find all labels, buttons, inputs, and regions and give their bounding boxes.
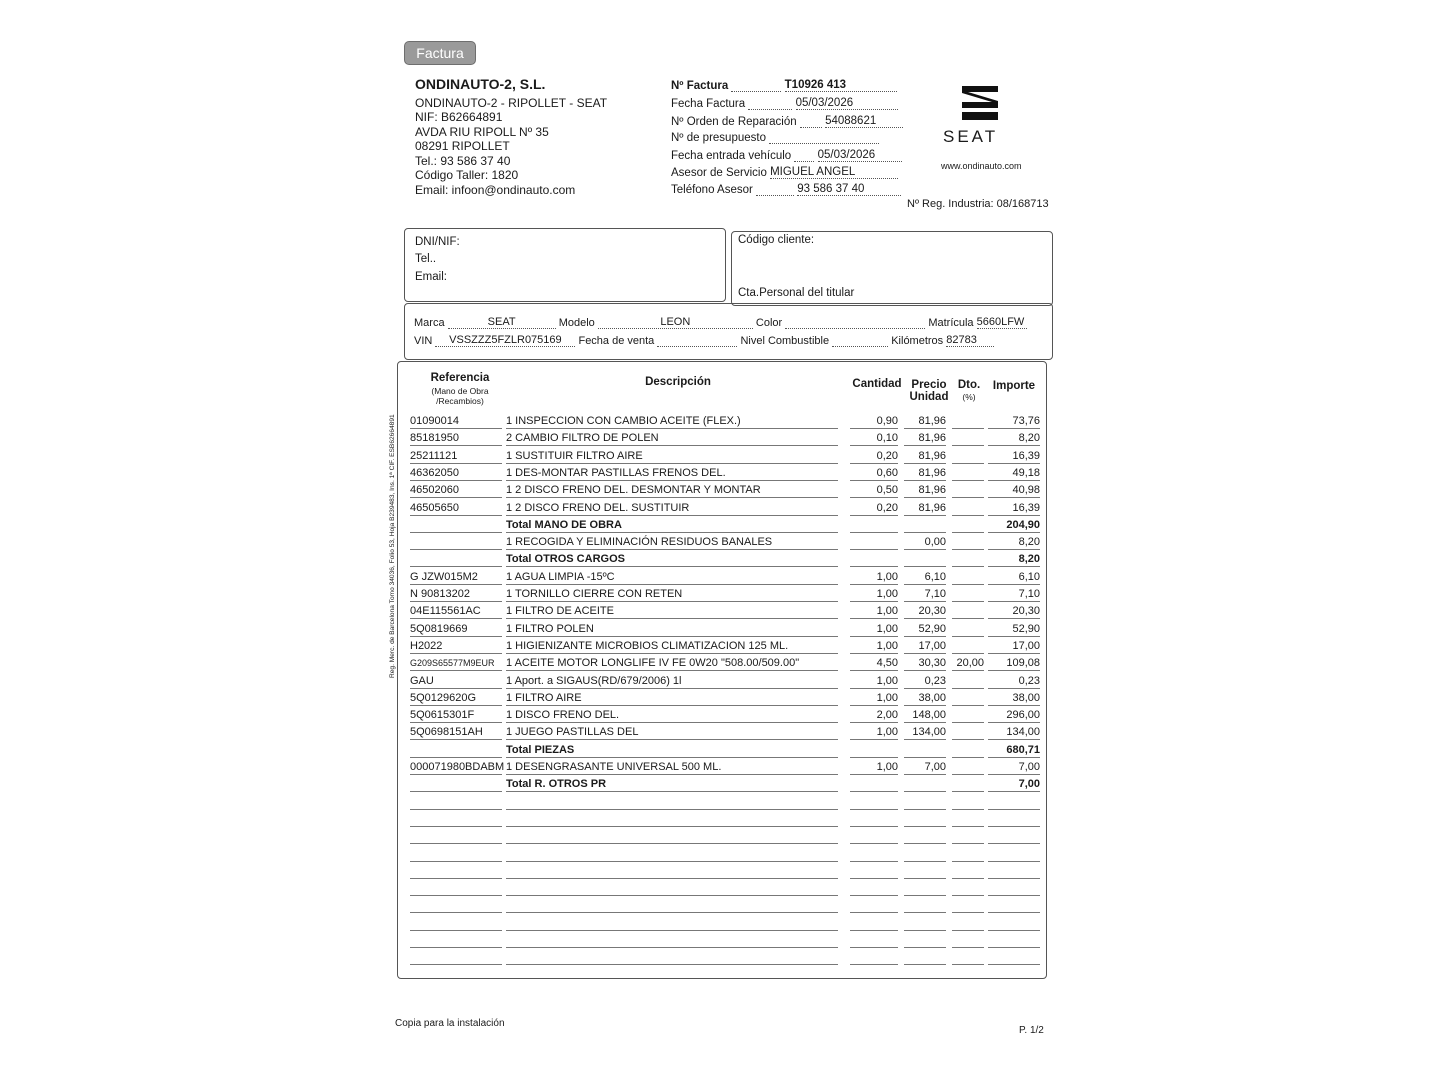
items-table	[397, 361, 1047, 979]
cell-dto: 20,00	[952, 656, 984, 671]
cell-qty	[850, 847, 898, 862]
cell-amount: 20,30	[988, 604, 1040, 619]
cell-qty	[850, 743, 898, 758]
cell-qty	[850, 829, 898, 844]
cell-desc: Total MANO DE OBRA	[506, 518, 838, 533]
cell-dto	[952, 518, 984, 533]
cell-desc: 1 DESENGRASANTE UNIVERSAL 500 ML.	[506, 760, 838, 775]
cell-qty	[850, 950, 898, 965]
cell-price	[904, 864, 946, 879]
cell-dto	[952, 898, 984, 913]
cell-ref	[410, 743, 502, 758]
cell-ref	[410, 898, 502, 913]
cell-amount: 6,10	[988, 570, 1040, 585]
cell-qty	[850, 777, 898, 792]
invoice-date-row	[671, 97, 898, 110]
cell-desc	[506, 795, 838, 810]
cell-price: 134,00	[904, 725, 946, 740]
cell-dto	[952, 812, 984, 827]
cell-desc: 1 FILTRO AIRE	[506, 691, 838, 706]
budget-row	[671, 132, 879, 144]
entry-date-label: Fecha entrada vehículo	[671, 150, 792, 162]
invoice-number-row	[671, 79, 897, 92]
make-value: SEAT	[448, 316, 556, 329]
cell-price	[904, 950, 946, 965]
cell-amount: 40,98	[988, 483, 1040, 498]
cell-dto	[952, 795, 984, 810]
cell-price	[904, 777, 946, 792]
cell-ref: 5Q0698151AH	[410, 725, 502, 740]
cell-price: 6,10	[904, 570, 946, 585]
cell-dto	[952, 777, 984, 792]
cell-qty	[850, 535, 898, 550]
cell-ref: 01090014	[410, 414, 502, 429]
cell-desc	[506, 933, 838, 948]
cell-amount: 16,39	[988, 501, 1040, 516]
cell-qty: 1,00	[850, 622, 898, 637]
cell-price: 20,30	[904, 604, 946, 619]
cell-price	[904, 812, 946, 827]
cell-ref: 46502060	[410, 483, 502, 498]
cell-amount: 17,00	[988, 639, 1040, 654]
cell-desc: 1 DISCO FRENO DEL.	[506, 708, 838, 723]
cell-desc: 1 2 DISCO FRENO DEL. DESMONTAR Y MONTAR	[506, 483, 838, 498]
website: www.ondinauto.com	[941, 161, 1022, 171]
col-header-unit-price: Precio Unidad	[909, 379, 949, 403]
cell-qty: 0,60	[850, 466, 898, 481]
model-label: Modelo	[558, 317, 595, 329]
cell-qty	[850, 518, 898, 533]
cell-desc: Total PIEZAS	[506, 743, 838, 758]
registry-note-text: Reg. Merc. de Barcelona Tomo 34036, Folio 53, Hoja B239483, Ins. 1ª CIF. ESB62664891	[389, 414, 396, 678]
cell-amount: 73,76	[988, 414, 1040, 429]
cell-ref: G JZW015M2	[410, 570, 502, 585]
cell-desc: 2 CAMBIO FILTRO DE POLEN	[506, 431, 838, 446]
advisor-phone-label: Teléfono Asesor	[671, 184, 753, 196]
cell-ref: N 90813202	[410, 587, 502, 602]
cell-amount: 52,90	[988, 622, 1040, 637]
cell-amount	[988, 795, 1040, 810]
km-value: 82783	[946, 334, 994, 347]
cell-price: 7,10	[904, 587, 946, 602]
cell-amount: 109,08	[988, 656, 1040, 671]
cell-desc: Total R. OTROS PR	[506, 777, 838, 792]
cell-qty: 1,00	[850, 570, 898, 585]
cell-price	[904, 847, 946, 862]
cell-dto	[952, 725, 984, 740]
cell-dto	[952, 760, 984, 775]
cell-desc: 1 Aport. a SIGAUS(RD/679/2006) 1l	[506, 674, 838, 689]
cell-dto	[952, 604, 984, 619]
cell-qty	[850, 812, 898, 827]
cell-qty: 0,10	[850, 431, 898, 446]
cell-desc	[506, 881, 838, 896]
cell-ref	[410, 864, 502, 879]
make-label: Marca	[414, 317, 445, 329]
copy-note: Copia para la instalación	[395, 1018, 505, 1029]
cell-qty: 0,20	[850, 449, 898, 464]
brand-wordmark: SEAT	[943, 127, 999, 146]
sale-date-value	[657, 346, 737, 347]
cell-ref: H2022	[410, 639, 502, 654]
cell-qty: 1,00	[850, 674, 898, 689]
invoice-number-value: T10926 413	[785, 79, 897, 92]
cell-dto	[952, 881, 984, 896]
cell-price	[904, 829, 946, 844]
cell-desc: 1 TORNILLO CIERRE CON RETEN	[506, 587, 838, 602]
cell-dto	[952, 708, 984, 723]
service-advisor-value: MIGUEL ANGEL	[770, 166, 898, 179]
cell-dto	[952, 570, 984, 585]
invoice-date-label: Fecha Factura	[671, 98, 746, 110]
cell-amount	[988, 898, 1040, 913]
cell-desc: 1 FILTRO DE ACEITE	[506, 604, 838, 619]
cell-amount: 16,39	[988, 449, 1040, 464]
col-header-amount: Importe	[992, 380, 1036, 392]
repair-order-label: Nº Orden de Reparación	[671, 116, 797, 128]
cell-qty	[850, 933, 898, 948]
company-line: ONDINAUTO-2 - RIPOLLET - SEAT	[415, 96, 608, 110]
cell-dto	[952, 639, 984, 654]
company-email: Email: infoon@ondinauto.com	[415, 183, 576, 197]
plate-label: Matrícula	[928, 317, 974, 329]
cell-price	[904, 552, 946, 567]
cell-dto	[952, 674, 984, 689]
col-header-discount-unit: (%)	[962, 392, 976, 402]
cell-ref: 5Q0819669	[410, 622, 502, 637]
cell-price: 81,96	[904, 449, 946, 464]
cell-ref	[410, 777, 502, 792]
service-advisor-row	[671, 166, 898, 179]
cell-desc	[506, 847, 838, 862]
cell-amount	[988, 916, 1040, 931]
cell-qty	[850, 898, 898, 913]
company-name: ONDINAUTO-2, S.L.	[415, 76, 546, 92]
cell-amount: 7,00	[988, 777, 1040, 792]
cell-ref	[410, 881, 502, 896]
cell-qty	[850, 795, 898, 810]
cell-price: 7,00	[904, 760, 946, 775]
cell-qty: 0,90	[850, 414, 898, 429]
cell-qty: 2,00	[850, 708, 898, 723]
km-label: Kilómetros	[891, 335, 944, 347]
cell-amount	[988, 829, 1040, 844]
cell-desc	[506, 812, 838, 827]
cell-dto	[952, 916, 984, 931]
service-advisor-label: Asesor de Servicio	[671, 167, 767, 179]
cell-qty: 1,00	[850, 760, 898, 775]
cell-ref	[410, 535, 502, 550]
cell-dto	[952, 864, 984, 879]
cell-amount: 7,10	[988, 587, 1040, 602]
registry-note	[385, 380, 397, 680]
plate-value: 5660LFW	[977, 316, 1027, 329]
cell-dto	[952, 501, 984, 516]
cell-ref: G209S65577M9EUR	[410, 656, 502, 671]
seat-logo-icon	[944, 84, 1016, 129]
personal-account-label: Cta.Personal del titular	[738, 287, 855, 299]
industry-registration: Nº Reg. Industria: 08/168713	[907, 198, 1049, 210]
cell-dto	[952, 847, 984, 862]
cell-qty: 0,20	[850, 501, 898, 516]
cell-qty	[850, 552, 898, 567]
cell-qty: 1,00	[850, 691, 898, 706]
sale-date-label: Fecha de venta	[578, 335, 655, 347]
cell-ref: 25211121	[410, 449, 502, 464]
cell-qty	[850, 881, 898, 896]
cell-amount: 7,00	[988, 760, 1040, 775]
cell-price: 81,96	[904, 501, 946, 516]
cell-amount: 134,00	[988, 725, 1040, 740]
company-phone: Tel.: 93 586 37 40	[415, 154, 511, 168]
cell-ref	[410, 847, 502, 862]
company-city: 08291 RIPOLLET	[415, 139, 510, 153]
cell-amount: 8,20	[988, 431, 1040, 446]
col-header-description: Descripción	[645, 376, 711, 388]
cell-desc: 1 HIGIENIZANTE MICROBIOS CLIMATIZACION 125 ML.	[506, 639, 838, 654]
vin-label: VIN	[414, 335, 433, 347]
cell-desc	[506, 950, 838, 965]
client-info-box	[404, 228, 726, 302]
cell-ref: 5Q0129620G	[410, 691, 502, 706]
cell-ref	[410, 795, 502, 810]
cell-dto	[952, 829, 984, 844]
dni-label: DNI/NIF:	[415, 236, 460, 248]
cell-dto	[952, 552, 984, 567]
cell-price: 81,96	[904, 483, 946, 498]
cell-dto	[952, 691, 984, 706]
cell-amount: 49,18	[988, 466, 1040, 481]
cell-ref: 000071980BDABM	[410, 761, 505, 773]
cell-dto	[952, 587, 984, 602]
cell-amount: 680,71	[988, 743, 1040, 758]
client-code-box	[731, 231, 1053, 306]
invoice-date-value: 05/03/2026	[796, 97, 898, 110]
cell-price	[904, 933, 946, 948]
cell-amount	[988, 847, 1040, 862]
cell-desc: 1 SUSTITUIR FILTRO AIRE	[506, 449, 838, 464]
cell-amount: 296,00	[988, 708, 1040, 723]
cell-ref: 46362050	[410, 466, 502, 481]
cell-dto	[952, 950, 984, 965]
cell-ref: GAU	[410, 674, 502, 689]
cell-ref	[410, 829, 502, 844]
cell-amount	[988, 950, 1040, 965]
cell-amount	[988, 812, 1040, 827]
cell-ref	[410, 518, 502, 533]
advisor-phone-value: 93 586 37 40	[797, 183, 901, 196]
cell-qty: 0,50	[850, 483, 898, 498]
fuel-level-value	[832, 346, 888, 347]
advisor-phone-row	[671, 183, 901, 196]
cell-price: 52,90	[904, 622, 946, 637]
cell-desc: 1 JUEGO PASTILLAS DEL	[506, 725, 838, 740]
cell-amount: 204,90	[988, 518, 1040, 533]
col-header-quantity: Cantidad	[852, 378, 902, 390]
entry-date-row	[671, 149, 902, 162]
cell-price	[904, 518, 946, 533]
cell-dto	[952, 483, 984, 498]
cell-price: 30,30	[904, 656, 946, 671]
invoice-number-label: Nº Factura	[671, 80, 729, 92]
cell-amount: 38,00	[988, 691, 1040, 706]
cell-desc: 1 FILTRO POLEN	[506, 622, 838, 637]
cell-dto	[952, 535, 984, 550]
cell-price: 0,00	[904, 535, 946, 550]
cell-amount: 8,20	[988, 552, 1040, 567]
cell-qty: 1,00	[850, 604, 898, 619]
cell-desc: 1 DES-MONTAR PASTILLAS FRENOS DEL.	[506, 466, 838, 481]
col-header-reference: Referencia	[430, 372, 490, 384]
cell-price: 17,00	[904, 639, 946, 654]
cell-amount: 0,23	[988, 674, 1040, 689]
tel-label: Tel..	[415, 253, 437, 265]
cell-desc: Total OTROS CARGOS	[506, 552, 838, 567]
document-type-badge: Factura	[404, 41, 476, 65]
repair-order-value: 54088621	[825, 115, 903, 128]
company-workshop-code: Código Taller: 1820	[415, 168, 519, 182]
cell-price	[904, 898, 946, 913]
color-value	[785, 328, 925, 329]
cell-ref	[410, 950, 502, 965]
cell-price: 38,00	[904, 691, 946, 706]
cell-desc: 1 2 DISCO FRENO DEL. SUSTITUIR	[506, 501, 838, 516]
cell-price: 148,00	[904, 708, 946, 723]
cell-price	[904, 916, 946, 931]
company-nif: NIF: B62664891	[415, 110, 503, 124]
model-value: LEON	[598, 316, 753, 329]
cell-ref: 46505650	[410, 501, 502, 516]
cell-ref: 85181950	[410, 431, 502, 446]
cell-qty	[850, 916, 898, 931]
page-number: P. 1/2	[1019, 1025, 1044, 1036]
vehicle-info-box	[404, 303, 1053, 360]
vehicle-row-2	[414, 334, 994, 347]
repair-order-row	[671, 115, 903, 128]
cell-desc: 1 AGUA LIMPIA -15ºC	[506, 570, 838, 585]
cell-desc	[506, 864, 838, 879]
cell-desc: 1 ACEITE MOTOR LONGLIFE IV FE 0W20 "508.00/509.00"	[506, 656, 838, 671]
cell-qty: 1,00	[850, 725, 898, 740]
budget-label: Nº de presupuesto	[671, 132, 766, 144]
cell-price: 81,96	[904, 414, 946, 429]
fuel-level-label: Nivel Combustible	[740, 335, 830, 347]
cell-desc	[506, 916, 838, 931]
cell-ref: 5Q0615301F	[410, 708, 502, 723]
entry-date-value: 05/03/2026	[818, 149, 902, 162]
cell-price	[904, 881, 946, 896]
cell-dto	[952, 743, 984, 758]
cell-qty: 4,50	[850, 656, 898, 671]
cell-price	[904, 795, 946, 810]
email-label: Email:	[415, 271, 447, 283]
cell-amount	[988, 864, 1040, 879]
company-address: AVDA RIU RIPOLL Nº 35	[415, 125, 549, 139]
cell-ref	[410, 552, 502, 567]
cell-desc: 1 INSPECCION CON CAMBIO ACEITE (FLEX.)	[506, 414, 838, 429]
cell-price	[904, 743, 946, 758]
col-header-reference-sub: (Mano de Obra /Recambios)	[431, 386, 489, 406]
cell-amount: 8,20	[988, 535, 1040, 550]
cell-dto	[952, 933, 984, 948]
cell-amount	[988, 881, 1040, 896]
cell-ref	[410, 812, 502, 827]
cell-dto	[952, 622, 984, 637]
cell-dto	[952, 431, 984, 446]
cell-ref	[410, 916, 502, 931]
cell-desc	[506, 829, 838, 844]
cell-price: 81,96	[904, 431, 946, 446]
col-header-discount: Dto.	[957, 379, 981, 391]
cell-price: 81,96	[904, 466, 946, 481]
cell-dto	[952, 466, 984, 481]
client-code-label: Código cliente:	[738, 234, 815, 246]
cell-ref	[410, 933, 502, 948]
cell-desc	[506, 898, 838, 913]
cell-dto	[952, 414, 984, 429]
vin-value: VSSZZZ5FZLR075169	[435, 334, 575, 347]
cell-qty	[850, 864, 898, 879]
budget-value	[769, 143, 879, 144]
cell-price: 0,23	[904, 674, 946, 689]
vehicle-row-1	[414, 316, 1027, 329]
cell-dto	[952, 449, 984, 464]
color-label: Color	[755, 317, 783, 329]
cell-ref: 04E115561AC	[410, 604, 502, 619]
cell-qty: 1,00	[850, 639, 898, 654]
cell-qty: 1,00	[850, 587, 898, 602]
cell-amount	[988, 933, 1040, 948]
cell-desc: 1 RECOGIDA Y ELIMINACIÓN RESIDUOS BANALES	[506, 535, 838, 550]
